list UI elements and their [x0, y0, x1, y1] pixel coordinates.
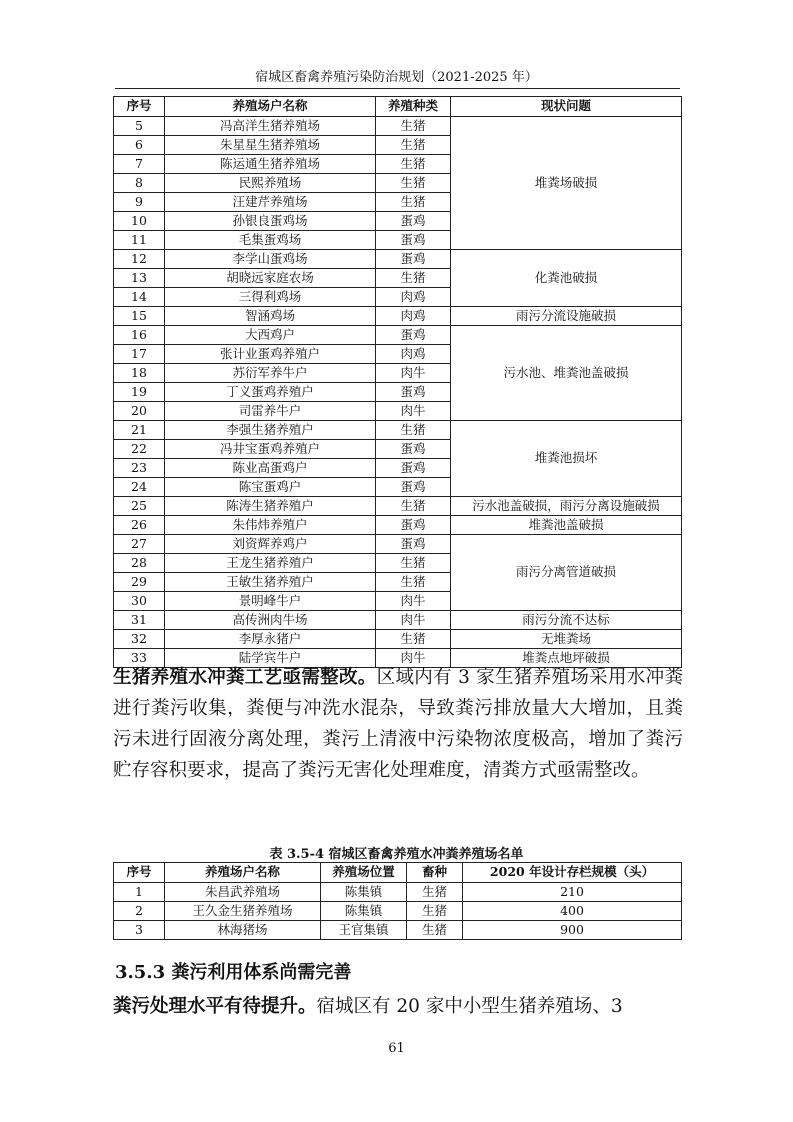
- column-header: 养殖场户名称: [165, 97, 376, 117]
- cell-type: 肉牛: [376, 364, 451, 383]
- cell-no: 5: [114, 117, 165, 136]
- cell-name: 大西鸡户: [165, 326, 376, 345]
- cell-no: 31: [114, 611, 165, 630]
- cell-type: 生猪: [376, 117, 451, 136]
- cell-type: 肉鸡: [376, 288, 451, 307]
- paragraph-lead: 生猪养殖水冲粪工艺亟需整改。: [113, 667, 377, 688]
- cell-type: 肉牛: [376, 611, 451, 630]
- table-row: [114, 883, 682, 902]
- cell-name: 李强生猪养殖户: [165, 421, 376, 440]
- cell-type: 蛋鸡: [376, 326, 451, 345]
- cell-no: 14: [114, 288, 165, 307]
- table-row: [114, 535, 682, 554]
- cell-no: 29: [114, 573, 165, 592]
- cell-type: 生猪: [376, 269, 451, 288]
- cell-type: 生猪: [376, 497, 451, 516]
- cell-name: 胡晓远家庭农场: [165, 269, 376, 288]
- cell-type: 生猪: [376, 136, 451, 155]
- cell-name: 景明峰牛户: [165, 592, 376, 611]
- table-row: [114, 421, 682, 440]
- cell-name: 智涵鸡场: [165, 307, 376, 326]
- table-row: [114, 117, 682, 136]
- table-row: [114, 516, 682, 535]
- cell-name: 高传洲肉牛场: [165, 611, 376, 630]
- cell-problem: 无堆粪场: [451, 630, 682, 649]
- column-header: 序号: [114, 863, 165, 883]
- table-row: [114, 630, 682, 649]
- cell-name: 林海猪场: [165, 921, 321, 940]
- table-row: [114, 307, 682, 326]
- table-row: [114, 497, 682, 516]
- cell-no: 32: [114, 630, 165, 649]
- cell-name: 孙银良蛋鸡场: [165, 212, 376, 231]
- cell-location: 陈集镇: [321, 883, 407, 902]
- cell-problem: 堆粪点地坪破损: [451, 649, 682, 668]
- cell-name: 陆学宾牛户: [165, 649, 376, 668]
- cell-no: 11: [114, 231, 165, 250]
- cell-problem: 雨污分流设施破损: [451, 307, 682, 326]
- cell-type: 生猪: [376, 421, 451, 440]
- cell-problem: 堆粪池损坏: [451, 421, 682, 497]
- page-number: 61: [388, 1041, 405, 1056]
- cell-no: 24: [114, 478, 165, 497]
- cell-no: 13: [114, 269, 165, 288]
- cell-name: 朱昌武养殖场: [165, 883, 321, 902]
- cell-type: 生猪: [376, 174, 451, 193]
- cell-no: 27: [114, 535, 165, 554]
- column-header: 序号: [114, 97, 165, 117]
- cell-name: 陈业高蛋鸡户: [165, 459, 376, 478]
- cell-no: 6: [114, 136, 165, 155]
- cell-name: 朱星星生猪养殖场: [165, 136, 376, 155]
- cell-no: 2: [114, 902, 165, 921]
- cell-no: 12: [114, 250, 165, 269]
- cell-type: 蛋鸡: [376, 231, 451, 250]
- cell-species: 生猪: [407, 883, 463, 902]
- cell-name: 苏衍军养牛户: [165, 364, 376, 383]
- cell-type: 生猪: [376, 554, 451, 573]
- cell-species: 生猪: [407, 902, 463, 921]
- cell-type: 蛋鸡: [376, 516, 451, 535]
- table-caption: 表 3.5-4 宿城区畜禽养殖水冲粪养殖场名单: [269, 847, 524, 862]
- cell-type: 肉牛: [376, 649, 451, 668]
- cell-no: 15: [114, 307, 165, 326]
- cell-name: 陈宝蛋鸡户: [165, 478, 376, 497]
- cell-type: 蛋鸡: [376, 440, 451, 459]
- cell-no: 1: [114, 883, 165, 902]
- paragraph-water-flush: [113, 662, 683, 786]
- cell-scale: 900: [463, 921, 682, 940]
- cell-problem: 堆粪池盖破损: [451, 516, 682, 535]
- column-header: 现状问题: [451, 97, 682, 117]
- cell-no: 17: [114, 345, 165, 364]
- cell-no: 8: [114, 174, 165, 193]
- column-header: 养殖场位置: [321, 863, 407, 883]
- cell-no: 9: [114, 193, 165, 212]
- cell-type: 生猪: [376, 573, 451, 592]
- cell-type: 生猪: [376, 193, 451, 212]
- cell-name: 冯高洋生猪养殖场: [165, 117, 376, 136]
- cell-no: 19: [114, 383, 165, 402]
- cell-no: 26: [114, 516, 165, 535]
- table-row: [114, 250, 682, 269]
- cell-name: 李厚永猪户: [165, 630, 376, 649]
- cell-no: 10: [114, 212, 165, 231]
- cell-no: 20: [114, 402, 165, 421]
- cell-name: 毛集蛋鸡场: [165, 231, 376, 250]
- cell-no: 30: [114, 592, 165, 611]
- cell-location: 陈集镇: [321, 902, 407, 921]
- cell-problem: 化粪池破损: [451, 250, 682, 307]
- column-header: 畜种: [407, 863, 463, 883]
- cell-type: 蛋鸡: [376, 250, 451, 269]
- cell-type: 生猪: [376, 155, 451, 174]
- cell-name: 陈涛生猪养殖户: [165, 497, 376, 516]
- cell-no: 25: [114, 497, 165, 516]
- column-header: 养殖场户名称: [165, 863, 321, 883]
- cell-type: 蛋鸡: [376, 478, 451, 497]
- cell-no: 3: [114, 921, 165, 940]
- cell-problem: 污水池盖破损，雨污分离设施破损: [451, 497, 682, 516]
- cell-type: 蛋鸡: [376, 212, 451, 231]
- cell-name: 王龙生猪养殖户: [165, 554, 376, 573]
- table-row: [114, 326, 682, 345]
- page-header: 宿城区畜禽养殖污染防治规划（2021-2025 年）: [255, 70, 538, 85]
- cell-name: 冯井宝蛋鸡养殖户: [165, 440, 376, 459]
- cell-type: 蛋鸡: [376, 535, 451, 554]
- cell-no: 18: [114, 364, 165, 383]
- cell-name: 张计业蛋鸡养殖户: [165, 345, 376, 364]
- cell-problem: 污水池、堆粪池盖破损: [451, 326, 682, 421]
- paragraph-lead: 粪污处理水平有待提升。: [113, 996, 317, 1017]
- table-header-row: [114, 97, 682, 117]
- cell-name: 汪建芹养殖场: [165, 193, 376, 212]
- cell-no: 16: [114, 326, 165, 345]
- farm-problems-table: [113, 96, 682, 668]
- cell-type: 肉牛: [376, 402, 451, 421]
- cell-no: 21: [114, 421, 165, 440]
- cell-no: 23: [114, 459, 165, 478]
- cell-type: 生猪: [376, 630, 451, 649]
- cell-species: 生猪: [407, 921, 463, 940]
- cell-no: 7: [114, 155, 165, 174]
- cell-name: 李学山蛋鸡场: [165, 250, 376, 269]
- cell-no: 33: [114, 649, 165, 668]
- cell-name: 民熙养殖场: [165, 174, 376, 193]
- cell-name: 王久金生猪养殖场: [165, 902, 321, 921]
- cell-name: 王敏生猪养殖户: [165, 573, 376, 592]
- cell-location: 王官集镇: [321, 921, 407, 940]
- cell-scale: 400: [463, 902, 682, 921]
- paragraph-body: 区域内有 3 家生猪养殖场采用水冲粪进行粪污收集，粪便与冲洗水混杂，导致粪污排放量大大增加，且粪污未进行固液分离处理，粪污上清液中污染物浓度极高，增加了粪污贮存容积要求，提高了粪污无害化处理难度，清粪方式亟需整改。: [113, 667, 683, 781]
- cell-type: 蛋鸡: [376, 459, 451, 478]
- cell-type: 肉鸡: [376, 307, 451, 326]
- column-header: 养殖种类: [376, 97, 451, 117]
- cell-name: 司雷养牛户: [165, 402, 376, 421]
- column-header: 2020 年设计存栏规模（头）: [463, 863, 682, 883]
- cell-name: 刘资辉养鸡户: [165, 535, 376, 554]
- water-flush-farms-table: [113, 862, 682, 940]
- header-rule: [115, 88, 680, 89]
- cell-problem: 堆粪场破损: [451, 117, 682, 250]
- cell-name: 朱伟炜养殖户: [165, 516, 376, 535]
- paragraph-body: 宿城区有 20 家中小型生猪养殖场、3: [316, 996, 623, 1017]
- cell-type: 肉牛: [376, 592, 451, 611]
- table-row: [114, 902, 682, 921]
- paragraph-manure-treatment: [113, 991, 683, 1022]
- cell-no: 28: [114, 554, 165, 573]
- table-row: [114, 611, 682, 630]
- cell-problem: 雨污分流不达标: [451, 611, 682, 630]
- cell-no: 22: [114, 440, 165, 459]
- cell-name: 丁义蛋鸡养殖户: [165, 383, 376, 402]
- cell-name: 陈运通生猪养殖场: [165, 155, 376, 174]
- table-row: [114, 921, 682, 940]
- cell-name: 三得利鸡场: [165, 288, 376, 307]
- cell-problem: 雨污分离管道破损: [451, 535, 682, 611]
- cell-type: 蛋鸡: [376, 383, 451, 402]
- table-header-row: [114, 863, 682, 883]
- cell-type: 肉鸡: [376, 345, 451, 364]
- section-heading: 3.5.3 粪污利用体系尚需完善: [115, 962, 352, 983]
- cell-scale: 210: [463, 883, 682, 902]
